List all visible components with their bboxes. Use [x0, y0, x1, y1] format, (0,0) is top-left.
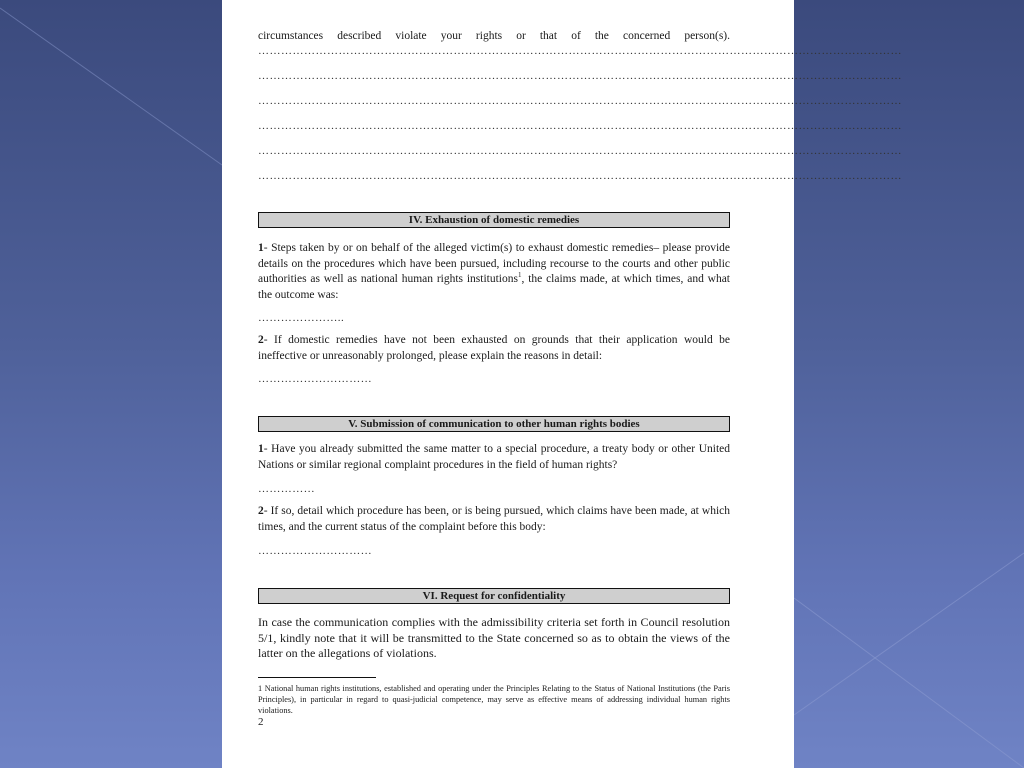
blank-line: …………………………………………………………………………………………………………………………………………………… — [258, 45, 902, 57]
answer-blank: ………………………… — [258, 373, 372, 385]
footnote-text: 1 National human rights institutions, established and operating under the Principles Relating to the Status of National Institutions (the Paris Principles), in particular in regard to quasi-judicial competence, may serve as effective means of addressing individual human rights violations. — [258, 683, 730, 715]
question-text: - If so, detail which procedure has been, or is being pursued, which claims have been made, at which times, and the current status of the complaint before this body: — [258, 505, 730, 533]
answer-blank: ………………….. — [258, 312, 345, 324]
blank-line: …………………………………………………………………………………………………………………………………………………… — [258, 120, 902, 132]
section-iv-question-2 — [258, 333, 730, 364]
question-number: 1 — [258, 443, 264, 455]
footnote-separator — [258, 677, 376, 678]
section-v-question-1 — [258, 442, 730, 473]
blank-line: …………………………………………………………………………………………………………………………………………………… — [258, 145, 902, 157]
footnote-ref: 1 — [517, 271, 522, 280]
document-page — [222, 0, 902, 768]
blank-lines-block — [258, 45, 902, 182]
answer-blank: …………… — [258, 483, 315, 495]
blank-line: …………………………………………………………………………………………………………………………………………………… — [258, 170, 902, 182]
section-v-header — [258, 416, 730, 432]
section-v-title: V. Submission of communication to other human rights bodies — [348, 418, 640, 430]
question-text-end: , the claims made, at which times, and what the outcome was: — [258, 273, 730, 301]
document-content — [258, 29, 902, 728]
blank-line: …………………………………………………………………………………………………………………………………………………… — [258, 70, 902, 82]
answer-blank: ………………………… — [258, 545, 372, 557]
section-v-question-2 — [258, 504, 730, 535]
question-number: 1 — [258, 242, 264, 254]
section-iv-header — [258, 212, 730, 228]
blank-line: …………………………………………………………………………………………………………………………………………………… — [258, 95, 902, 107]
question-number: 2 — [258, 505, 264, 517]
section-vi-text: In case the communication complies with the admissibility criteria set forth in Council resolution 5/1, kindly note that it will be transmitted to the State concerned so as to obtain the views of the latter on the allegations of violations. — [258, 615, 730, 660]
section-iv-title: IV. Exhaustion of domestic remedies — [408, 214, 580, 226]
question-text: - Steps taken by or on behalf of the alleged victim(s) to exhaust domestic remedies– please provide details on the procedures which have been pursued, including recourse to the courts and other public authorities as well as national human rights institutions — [258, 242, 730, 285]
section-vi-header — [258, 588, 730, 604]
section-vi-title: VI. Request for confidentiality — [422, 590, 566, 602]
section-iv-question-1 — [258, 241, 730, 303]
intro-text: circumstances described violate your rights or that of the concerned person(s). — [258, 30, 730, 42]
question-number: 2 — [258, 334, 264, 346]
page-number: 2 — [258, 715, 264, 728]
question-text: - Have you already submitted the same matter to a special procedure, a treaty body or other United Nations or similar regional complaint procedures in the field of human rights? — [258, 443, 730, 471]
question-text: - If domestic remedies have not been exhausted on grounds that their application would be ineffective or unreasonably prolonged, please explain the reasons in detail: — [258, 334, 730, 362]
